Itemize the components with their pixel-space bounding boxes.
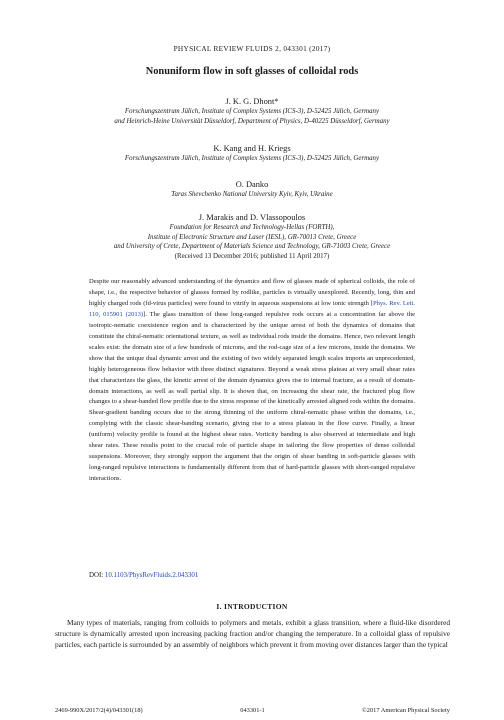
author-names: O. Danko bbox=[235, 180, 269, 189]
doi-link[interactable]: 10.1103/PhysRevFluids.2.043301 bbox=[104, 572, 199, 579]
affiliation-line: and Heinrich-Heine Universität Düsseldorf, Department of Physics, D-40225 Düsseldorf, Germany bbox=[114, 117, 390, 125]
affiliation-line: Taras Shevchenko National University Kyiv, Kyiv, Ukraine bbox=[171, 191, 333, 198]
affiliation-line: Institute of Electronic Structure and Laser (IESL), GR-70013 Crete, Greece bbox=[147, 233, 357, 241]
doi-label: DOI: bbox=[89, 572, 105, 579]
author-names: K. Kang and H. Kriegs bbox=[213, 144, 291, 153]
footer-issn: 2469-990X/2017/2(4)/043301(18) bbox=[55, 707, 143, 714]
affiliation-line: Foundation for Research and Technology-Hellas (FORTH), bbox=[169, 224, 335, 231]
author-group bbox=[0, 143, 504, 164]
footer-copyright: ©2017 American Physical Society bbox=[361, 707, 450, 714]
author-group bbox=[0, 179, 504, 200]
affiliation-line: and University of Crete, Department of Materials Science and Technology, GR-71003 Crete, Greece bbox=[113, 243, 391, 251]
intro-paragraph: Many types of materials, ranging from colloids to polymers and metals, exhibit a glass transition, where a fluid-like disordered structure is dynamically arrested upon increasing packing fraction and/or changing the temperature. In a colloidal glass of repulsive particles, each particle is surrounded by an assembly of neighbors which prevent it from moving over distances larger than the typical bbox=[55, 618, 450, 650]
abstract-text-end: ]. The glass transition of these long-ranged repulsive rods occurs at a concentration far above the isotropic-nematic coexistence region and is characterized by the unique arrest of both the dynamics of domains that constitute the chiral-nematic orientational texture, as well as individual rods inside the domains. Hence, two relevant length scales exist: the domain size of a few hundreds of microns, and the rod-cage size of a few microns, inside the domains. We show that the unique dual dynamic arrest and the existing of two widely separated length scales imports an unprecedented, highly heterogeneous flow behavior with three distinct signatures. Beyond a weak stress plateau at very small shear rates that characterizes the glass, the kinetic arrest of the domain dynamics gives rise to internal fracture, as a result of domain-domain interactions, as well as wall partial slip. It is shown that, on increasing the shear rate, the fractured plug flow changes to a shear-banded flow profile due to the stress response of the kinetically arrested aligned rods within the domains. Shear-gradient banding occurs due to the strong thinning of the uniform chiral-nematic phase within the domains, i.e., complying with the classic shear-banding scenario, giving rise to a stress plateau in the flow curve. Finally, a linear (uniform) velocity profile is found at the highest shear rates. Vorticity banding is also observed at intermediate and high shear rates. These results point to the crucial role of particle shape in tailoring the flow properties of dense colloidal suspensions. Moreover, they strongly support the argument that the origin of shear banding in soft-particle glasses with long-ranged repulsive interactions is fundamentally different from that of hard-particle glasses with short-ranged repulsive interactions. bbox=[89, 310, 415, 483]
abstract-reference-link[interactable]: Phys. Rev. Lett. 110, 015901 (2013) bbox=[89, 299, 415, 318]
author-names: J. K. G. Dhont* bbox=[225, 97, 279, 106]
affiliation-line: Forschungszentrum Jülich, Institute of Complex Systems (ICS-3), D-52425 Jülich, Germany bbox=[124, 155, 380, 162]
doi-line bbox=[89, 572, 198, 579]
author-names: J. Marakis and D. Vlassopoulos bbox=[198, 213, 306, 222]
received-dates: (Received 13 December 2016; published 11 April 2017) bbox=[174, 252, 330, 260]
abstract bbox=[89, 277, 415, 485]
abstract-text-start: Despite our reasonably advanced understanding of the dynamics and flow of glasses made of spherical colloids, the role of shape, i.e., the respective behavior of glasses formed by rodlike, particles is virtually unexplored. Recently, long, thin and highly charged rods (fd-virus particles) were found to vitrify in aqueous suspensions at low ionic strength [ bbox=[89, 278, 415, 307]
article-title: Nonuniform flow in soft glasses of colloidal rods bbox=[145, 66, 359, 77]
author-group bbox=[0, 96, 504, 126]
journal-header: PHYSICAL REVIEW FLUIDS 2, 043301 (2017) bbox=[173, 44, 331, 53]
affiliation-line: Forschungszentrum Jülich, Institute of Complex Systems (ICS-3), D-52425 Jülich, Germany bbox=[124, 108, 380, 115]
footer-page-number: 043301-1 bbox=[240, 707, 265, 714]
section-heading: I. INTRODUCTION bbox=[216, 602, 288, 611]
author-group bbox=[0, 212, 504, 261]
